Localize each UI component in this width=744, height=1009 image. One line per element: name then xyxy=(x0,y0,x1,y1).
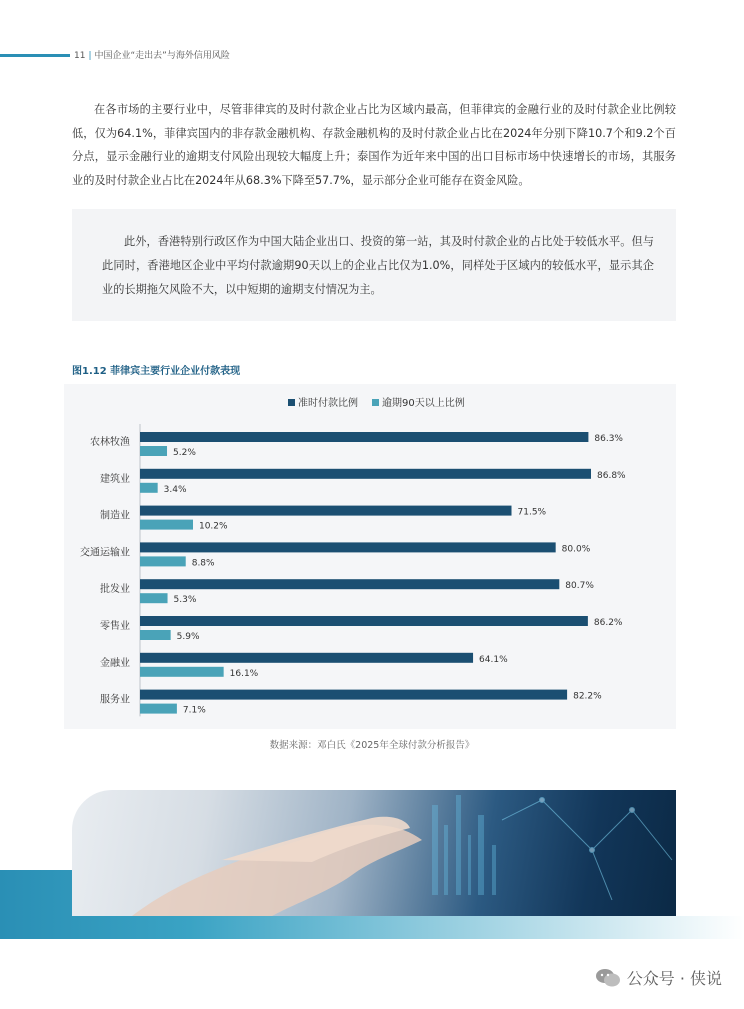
data-label: 71.5% xyxy=(517,507,547,518)
overdue-bar xyxy=(140,704,177,714)
on-time-bar xyxy=(140,579,559,589)
data-label: 86.8% xyxy=(597,470,626,481)
overdue-bar xyxy=(140,446,167,456)
data-label: 82.2% xyxy=(573,691,602,702)
legend-label: 逾期90天以上比例 xyxy=(382,398,465,409)
category-label: 交通运输业 xyxy=(80,547,130,559)
decorative-teal-fade xyxy=(190,916,744,939)
body-paragraph: 在各市场的主要行业中，尽管菲律宾的及时付款企业占比为区域内最高，但菲律宾的金融行业的及时付款企业比例较低，仅为64.1%，菲律宾国内的非存款金融机构、存款金融机构的及时付款企业占比在2024年分别下降10.7个和9.2个百分点，显示金融行业的逾期支付风险出现较大幅度上升；泰国作为近年来中国的出口目标市场中快速增长的市场，其服务业的及时付款企业占比在2024年从68.3%下降至57.7%，显示部分企业可能存在资金风险。 xyxy=(72,103,676,187)
overdue-bar xyxy=(140,483,158,493)
data-label: 8.8% xyxy=(191,558,215,569)
data-label: 5.2% xyxy=(173,448,196,458)
figure-title: 图1.12 菲律宾主要行业企业付款表现 xyxy=(72,366,241,377)
category-label: 服务业 xyxy=(100,694,130,706)
photo-illustration xyxy=(72,790,676,916)
data-label: 86.3% xyxy=(594,434,623,444)
overdue-bar xyxy=(140,630,171,640)
on-time-bar xyxy=(140,542,556,552)
header-separator: | xyxy=(88,51,92,61)
on-time-bar xyxy=(140,690,567,700)
on-time-bar xyxy=(140,653,473,663)
legend-swatch xyxy=(288,399,295,406)
overdue-bar xyxy=(140,667,224,677)
data-label: 3.4% xyxy=(163,484,187,495)
data-label: 80.7% xyxy=(565,581,594,592)
category-label: 批发业 xyxy=(100,584,130,596)
on-time-bar xyxy=(140,506,512,516)
data-label: 10.2% xyxy=(198,521,228,532)
overdue-bar xyxy=(140,556,186,566)
bar-chart xyxy=(64,384,676,729)
category-label: 零售业 xyxy=(100,621,130,632)
data-label: 16.1% xyxy=(229,668,259,679)
on-time-bar xyxy=(140,469,591,479)
callout-box xyxy=(72,209,676,321)
category-label: 农林牧渔 xyxy=(90,437,130,448)
header-title: 中国企业“走出去”与海外信用风险 xyxy=(94,51,230,61)
data-label: 5.3% xyxy=(173,595,197,606)
wechat-icon xyxy=(595,968,621,988)
on-time-bar xyxy=(140,616,588,626)
watermark xyxy=(595,966,722,989)
callout-text: 此外，香港特别行政区作为中国大陆企业出口、投资的第一站，其及时付款企业的占比处于较低水平。但与此同时，香港地区企业中平均付款逾期90天以上的企业占比仅为1.0%，同样处于区域内的较低水平，显示其企业的长期拖欠风险不大，以中短期的逾期支付情况为主。 xyxy=(102,235,654,296)
on-time-bar xyxy=(140,432,588,442)
data-label: 86.2% xyxy=(593,618,623,628)
source-note: 数据来源：邓白氏《2025年全球付款分析报告》 xyxy=(269,740,475,751)
category-label: 金融业 xyxy=(100,657,130,669)
data-label: 80.0% xyxy=(561,544,591,555)
legend-swatch xyxy=(372,399,379,406)
overdue-bar xyxy=(140,593,168,603)
overdue-bar xyxy=(140,520,193,530)
legend-label: 准时付款比例 xyxy=(298,398,358,409)
data-label: 64.1% xyxy=(479,654,508,665)
chart-panel xyxy=(64,384,676,729)
data-label: 5.9% xyxy=(176,632,200,642)
running-header xyxy=(74,48,230,61)
category-label: 建筑业 xyxy=(100,473,130,485)
data-label: 7.1% xyxy=(182,705,206,716)
header-accent-bar xyxy=(0,54,70,57)
category-label: 制造业 xyxy=(100,510,130,522)
hands-typing-photo xyxy=(72,790,676,916)
page-number: 11 xyxy=(74,51,86,61)
watermark-text: 公众号 · 侠说 xyxy=(626,969,722,988)
